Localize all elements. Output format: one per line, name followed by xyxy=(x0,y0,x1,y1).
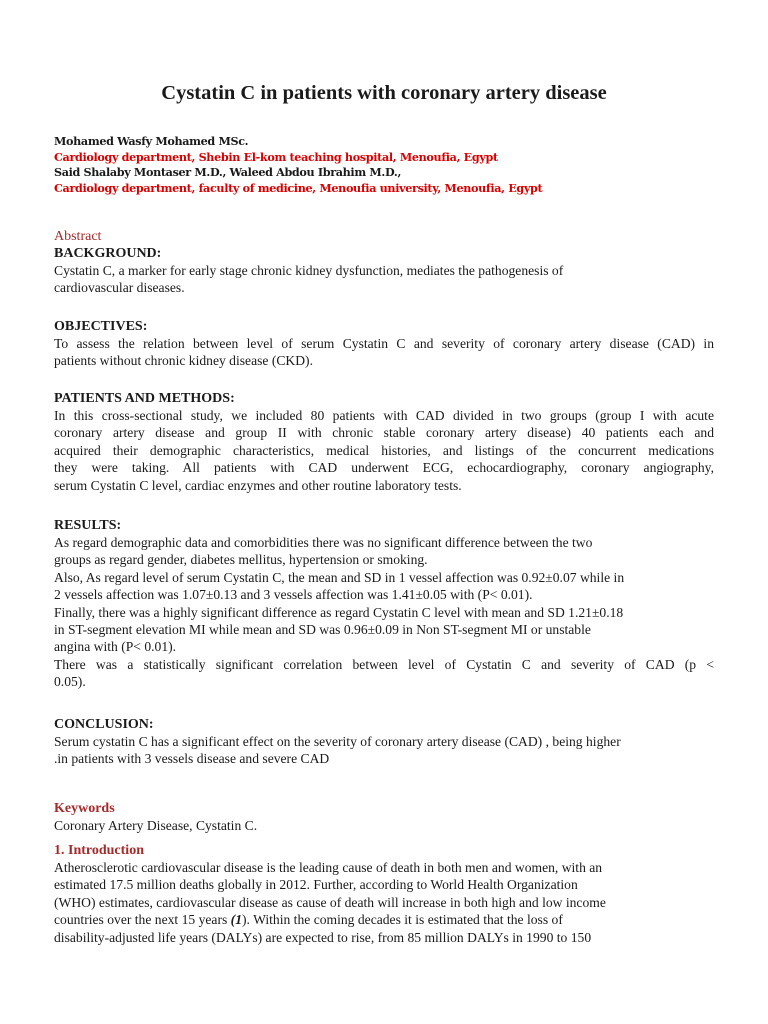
introduction-line: estimated 17.5 million deaths globally in 2012. Further, according to World Health Organization xyxy=(54,877,578,893)
objectives-line: patients without chronic kidney disease (CKD). xyxy=(54,353,313,369)
conclusion-heading: CONCLUSION: xyxy=(54,717,154,732)
methods-line: In this cross-sectional study, we included 80 patients with CAD divided in two groups (group I with acute xyxy=(54,408,714,423)
conclusion-line: Serum cystatin C has a significant effect on the severity of coronary artery disease (CAD) , being higher xyxy=(54,734,621,749)
introduction-line: Atherosclerotic cardiovascular disease is the leading cause of death in both men and women, with an xyxy=(54,860,603,875)
keywords-heading: Keywords xyxy=(54,801,115,816)
introduction-section xyxy=(54,842,714,946)
introduction-line-part: countries over the next 15 years xyxy=(54,912,231,928)
affiliation-line-1: Cardiology department, Shebin El-kom teaching hospital, Menoufia, Egypt xyxy=(54,149,498,164)
methods-heading: PATIENTS AND METHODS: xyxy=(54,391,235,406)
background-text xyxy=(54,262,714,297)
results-line: groups as regard gender, diabetes mellitus, hypertension or smoking. xyxy=(54,552,428,568)
results-line: Also, As regard level of serum Cystatin C, the mean and SD in 1 vessel affection was 0.92±0.07 while in xyxy=(54,569,625,585)
introduction-line: disability-adjusted life years (DALYs) are expected to rise, from 85 million DALYs in 1990 to 150 xyxy=(54,929,592,945)
conclusion-text xyxy=(54,733,714,768)
background-line: Cystatin C, a marker for early stage chronic kidney dysfunction, mediates the pathogenesis of xyxy=(54,263,564,278)
results-line: 0.05). xyxy=(54,674,86,690)
background-line: cardiovascular diseases. xyxy=(54,280,185,296)
objectives-line: To assess the relation between level of serum Cystatin C and severity of coronary artery disease (CAD) in xyxy=(54,336,714,351)
background-heading: BACKGROUND: xyxy=(54,246,162,261)
author-line-2: Said Shalaby Montaser M.D., Waleed Abdou Ibrahim M.D., xyxy=(54,165,401,179)
author-block xyxy=(54,134,714,196)
results-line: There was a statistically significant correlation between level of Cystatin C and severity of CAD (p < xyxy=(54,656,714,672)
results-line: angina with (P< 0.01). xyxy=(54,639,177,655)
methods-line: coronary artery disease and group II with chronic stable coronary artery disease) 40 patients each and xyxy=(54,425,714,441)
introduction-line xyxy=(54,911,714,928)
results-heading: RESULTS: xyxy=(54,518,122,533)
methods-line: they were taking. All patients with CAD underwent ECG, echocardiography, coronary angiography, xyxy=(54,460,714,476)
objectives-section xyxy=(54,318,714,370)
keywords-text: Coronary Artery Disease, Cystatin C. xyxy=(54,818,258,833)
abstract-section xyxy=(54,228,714,297)
results-line: in ST-segment elevation MI while mean and SD was 0.96±0.09 in Non ST-segment MI or unstable xyxy=(54,622,591,638)
results-section xyxy=(54,517,714,691)
keywords-section xyxy=(54,800,714,834)
abstract-heading: Abstract xyxy=(54,229,102,244)
introduction-line-part: ). Within the coming decades it is estimated that the loss of xyxy=(242,912,563,928)
author-line-1: Mohamed Wasfy Mohamed MSc. xyxy=(54,134,249,148)
methods-section xyxy=(54,390,714,494)
introduction-text xyxy=(54,859,714,946)
introduction-heading: 1. Introduction xyxy=(54,843,144,858)
citation-reference: (1 xyxy=(230,912,242,928)
results-text xyxy=(54,534,714,691)
conclusion-line: .in patients with 3 vessels disease and severe CAD xyxy=(54,751,330,767)
methods-line: serum Cystatin C level, cardiac enzymes and other routine laboratory tests. xyxy=(54,477,462,493)
affiliation-line-2: Cardiology department, faculty of medicine, Menoufia university, Menoufia, Egypt xyxy=(54,180,543,195)
methods-text xyxy=(54,407,714,494)
objectives-heading: OBJECTIVES: xyxy=(54,319,148,334)
results-line: Finally, there was a highly significant difference as regard Cystatin C level with mean and SD 1.21±0.18 xyxy=(54,604,624,620)
methods-line: acquired their demographic characteristics, medical histories, and listings of the concurrent medications xyxy=(54,442,714,458)
objectives-text xyxy=(54,335,714,370)
introduction-line: (WHO) estimates, cardiovascular disease as cause of death will increase in both high and low income xyxy=(54,894,606,910)
paper-title: Cystatin C in patients with coronary artery disease xyxy=(161,82,607,104)
conclusion-section xyxy=(54,716,714,768)
results-line: As regard demographic data and comorbidities there was no significant difference between the two xyxy=(54,535,593,550)
results-line: 2 vessels affection was 1.07±0.13 and 3 vessels affection was 1.41±0.05 with (P< 0.01). xyxy=(54,587,533,603)
